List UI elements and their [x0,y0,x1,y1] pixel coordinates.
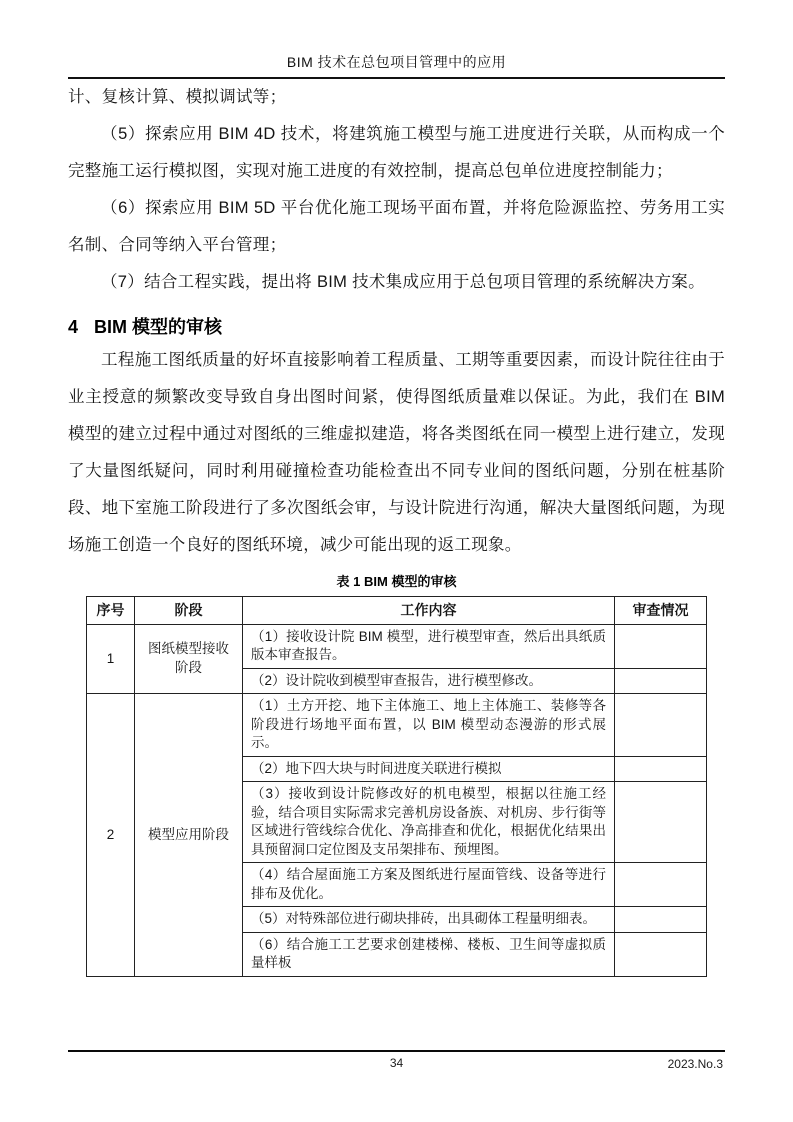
cell-review-status [615,932,707,976]
paragraph: 计、复核计算、模拟调试等； [68,88,287,106]
paragraph: （5）探索应用 BIM 4D 技术，将建筑施工模型与施工进度进行关联，从而构成一个完整施工运行模拟图，实现对施工进度的有效控制，提高总包单位进度控制能力； [68,125,725,180]
paragraph: （7）结合工程实践，提出将 BIM 技术集成应用于总包项目管理的系统解决方案。 [101,273,705,291]
cell-review-status [615,756,707,782]
column-header-stage: 阶段 [135,597,243,625]
column-header-review: 审查情况 [615,597,707,625]
review-table [86,596,707,977]
table-row [87,624,707,668]
cell-work-content: （2）地下四大块与时间进度关联进行模拟 [243,756,615,782]
cell-review-status [615,694,707,757]
page-number: 34 [389,1056,404,1070]
paragraph: （6）探索应用 BIM 5D 平台优化施工现场平面布置，并将危险源监控、劳务用工实名制、合同等纳入平台管理； [68,199,725,254]
review-table-body [87,624,707,976]
page-content [68,79,725,977]
cell-work-content: （1）接收设计院 BIM 模型，进行模型审查，然后出具纸质版本审查报告。 [243,624,615,668]
cell-work-content: （2）设计院收到模型审查报告，进行模型修改。 [243,668,615,694]
section-paragraph: 工程施工图纸质量的好坏直接影响着工程质量、工期等重要因素，而设计院往往由于业主授意的频繁改变导致自身出图时间紧，使得图纸质量难以保证。为此，我们在 BIM 模型的建立过程中通过对图纸的三维虚拟建造，将各类图纸在同一模型上进行建立，发现了大量图纸疑问，同时利用碰撞检查功能检查出不同专业间的图纸问题，分别在桩基阶段、地下室施工阶段进行了多次图纸会审，与设计院进行沟通，解决大量图纸问题，为现场施工创造一个良好的图纸环境，减少可能出现的返工现象。 [68,351,725,554]
cell-review-status [615,907,707,933]
cell-work-content: （4）结合屋面施工方案及图纸进行屋面管线、设备等进行排布及优化。 [243,863,615,907]
cell-review-status [615,668,707,694]
page-footer [68,1050,725,1070]
cell-work-content: （3）接收到设计院修改好的机电模型，根据以往施工经验，结合项目实际需求完善机房设备族、对机房、步行街等区域进行管线综合优化、净高排查和优化，根据优化结果出具预留洞口定位图及支吊架排布、预埋图。 [243,782,615,863]
cell-seq: 2 [87,694,135,977]
section-title: BIM 模型的审核 [94,317,223,337]
column-header-work: 工作内容 [243,597,615,625]
cell-work-content: （6）结合施工工艺要求创建楼梯、楼板、卫生间等虚拟质量样板 [243,932,615,976]
cell-work-content: （1）土方开挖、地下主体施工、地上主体施工、装修等各阶段进行场地平面布置，以 BIM 模型动态漫游的形式展示。 [243,694,615,757]
cell-stage: 模型应用阶段 [135,694,243,977]
cell-work-content: （5）对特殊部位进行砌块排砖，出具砌体工程量明细表。 [243,907,615,933]
cell-stage: 图纸模型接收阶段 [135,624,243,694]
running-header-title: BIM 技术在总包项目管理中的应用 [286,54,507,70]
cell-seq: 1 [87,624,135,694]
section-number: 4 [68,317,79,337]
table-row [87,694,707,757]
cell-review-status [615,624,707,668]
running-header [68,0,725,79]
review-table-head [87,597,707,625]
cell-review-status [615,863,707,907]
section-heading [68,314,725,340]
table-header-row [87,597,707,625]
table-caption: 表 1 BIM 模型的审核 [336,574,457,589]
issue-number: 2023.No.3 [667,1057,723,1071]
column-header-seq: 序号 [87,597,135,625]
cell-review-status [615,782,707,863]
